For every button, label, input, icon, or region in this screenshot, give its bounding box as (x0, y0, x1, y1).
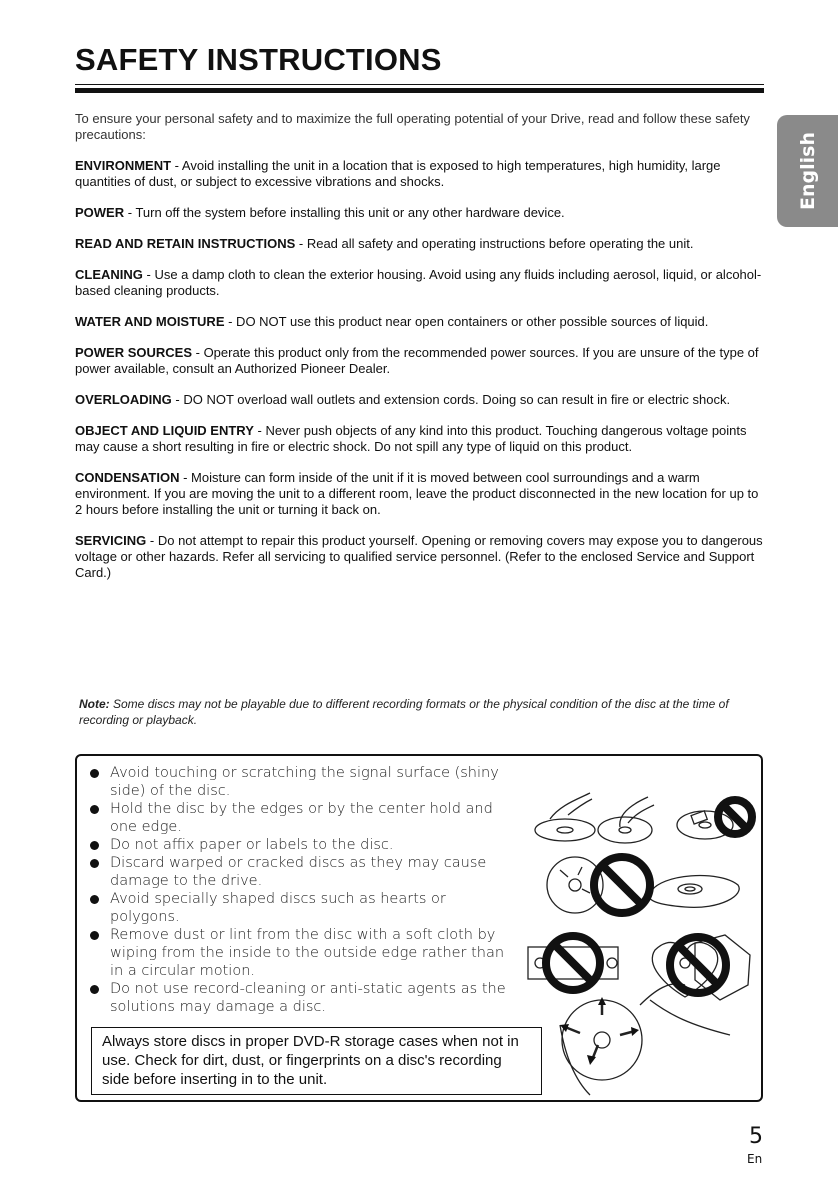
list-item: Hold the disc by the edges or by the center hold and one edge. (86, 800, 514, 836)
section-text: - Turn off the system before installing this unit or any other hardware device. (124, 205, 565, 220)
warped-disc-icon (649, 876, 739, 908)
section-object-and-liquid-entry (75, 423, 767, 455)
section-overloading (75, 392, 767, 408)
section-text: - Never push objects of any kind into this product. Touching dangerous voltage points may cause a short resulting in fire or electric shock. Do not spill any type of liquid on this product. (75, 423, 747, 454)
section-heading: READ AND RETAIN INSTRUCTIONS (75, 236, 296, 251)
list-item: Avoid touching or scratching the signal surface (shiny side) of the disc. (86, 764, 514, 800)
section-heading: WATER AND MOISTURE (75, 314, 225, 329)
section-heading: CLEANING (75, 267, 143, 282)
disc-held-by-edge-icon (535, 793, 595, 841)
section-text: - Use a damp cloth to clean the exterior housing. Avoid using any fluids including aerosol, liquid, or alcohol-based cleaning products. (75, 267, 762, 298)
wiping-disc-icon (560, 984, 730, 1095)
playback-note (79, 696, 769, 728)
section-text: - Operate this product only from the recommended power sources. If you are unsure of the type of power available, consult an Authorized Pioneer Dealer. (75, 345, 759, 376)
section-text: - DO NOT use this product near open containers or other possible sources of liquid. (224, 314, 709, 329)
section-text: - Read all safety and operating instructions before operating the unit. (295, 236, 694, 251)
title-rule-thin (75, 84, 764, 85)
section-heading: CONDENSATION (75, 470, 180, 485)
section-read-and-retain (75, 236, 767, 252)
prohibition-icons (546, 800, 752, 993)
section-heading: POWER SOURCES (75, 345, 193, 360)
list-item: Discard warped or cracked discs as they may cause damage to the drive. (86, 854, 514, 890)
section-heading: SERVICING (75, 533, 147, 548)
section-heading: POWER (75, 205, 125, 220)
section-condensation (75, 470, 767, 518)
section-power (75, 205, 767, 221)
section-environment (75, 158, 767, 190)
section-heading: OBJECT AND LIQUID ENTRY (75, 423, 254, 438)
prohibited-rectangular-icon (546, 936, 600, 990)
title-rule (75, 88, 764, 93)
prohibited-label-icon (718, 800, 752, 834)
list-item: Do not affix paper or labels to the disc. (86, 836, 514, 854)
section-text: - Moisture can form inside of the unit if it is moved between cool surroundings and a warm environment. If you are moving the unit to a different room, leave the product disconnected in the new location for up to 2 hours before installing the unit or turning it back on. (75, 470, 759, 517)
section-text: - DO NOT overload wall outlets and extension cords. Doing so can result in fire or electric shock. (171, 392, 731, 407)
section-water-and-moisture (75, 314, 767, 330)
language-tab (777, 115, 838, 227)
page-number: 5 (749, 1124, 763, 1149)
section-cleaning (75, 267, 767, 299)
section-text: - Avoid installing the unit in a location that is exposed to high temperatures, high humidity, large quantities of dust, or subject to excessive vibrations and shocks. (75, 158, 721, 189)
section-heading: ENVIRONMENT (75, 158, 172, 173)
section-heading: OVERLOADING (75, 392, 172, 407)
safety-sections (75, 158, 767, 596)
storage-note-box: Always store discs in proper DVD-R storage cases when not in use. Check for dirt, dust, or fingerprints on a disc's recording side before inserting in to the unit. (91, 1027, 542, 1095)
section-power-sources (75, 345, 767, 377)
list-item: Do not use record-cleaning or anti-static agents as the solutions may damage a disc. (86, 980, 514, 1016)
page-language-code: En (747, 1152, 763, 1166)
disc-handling-illustration (520, 775, 760, 1100)
prohibited-heart-icon (670, 937, 726, 993)
list-item: Avoid specially shaped discs such as hearts or polygons. (86, 890, 514, 926)
section-text: - Do not attempt to repair this product yourself. Opening or removing covers may expose you to dangerous voltage or other hazards. Refer all servicing to qualified service personnel. (Refer to the enclosed Service and Support Card.) (75, 533, 763, 580)
language-tab-label: English (796, 132, 819, 210)
disc-held-by-center-icon (598, 797, 654, 843)
page-title: SAFETY INSTRUCTIONS (75, 42, 442, 77)
disc-handling-list (86, 764, 514, 1016)
section-servicing (75, 533, 767, 581)
intro-text: To ensure your personal safety and to maximize the full operating potential of your Drive, read and follow these safety precautions: (75, 111, 750, 142)
note-text: Some discs may not be playable due to different recording formats or the physical condition of the disc at the time of recording or playback. (79, 697, 729, 727)
note-label: Note: (79, 697, 110, 711)
list-item: Remove dust or lint from the disc with a soft cloth by wiping from the inside to the outside edge rather than in a circular motion. (86, 926, 514, 980)
